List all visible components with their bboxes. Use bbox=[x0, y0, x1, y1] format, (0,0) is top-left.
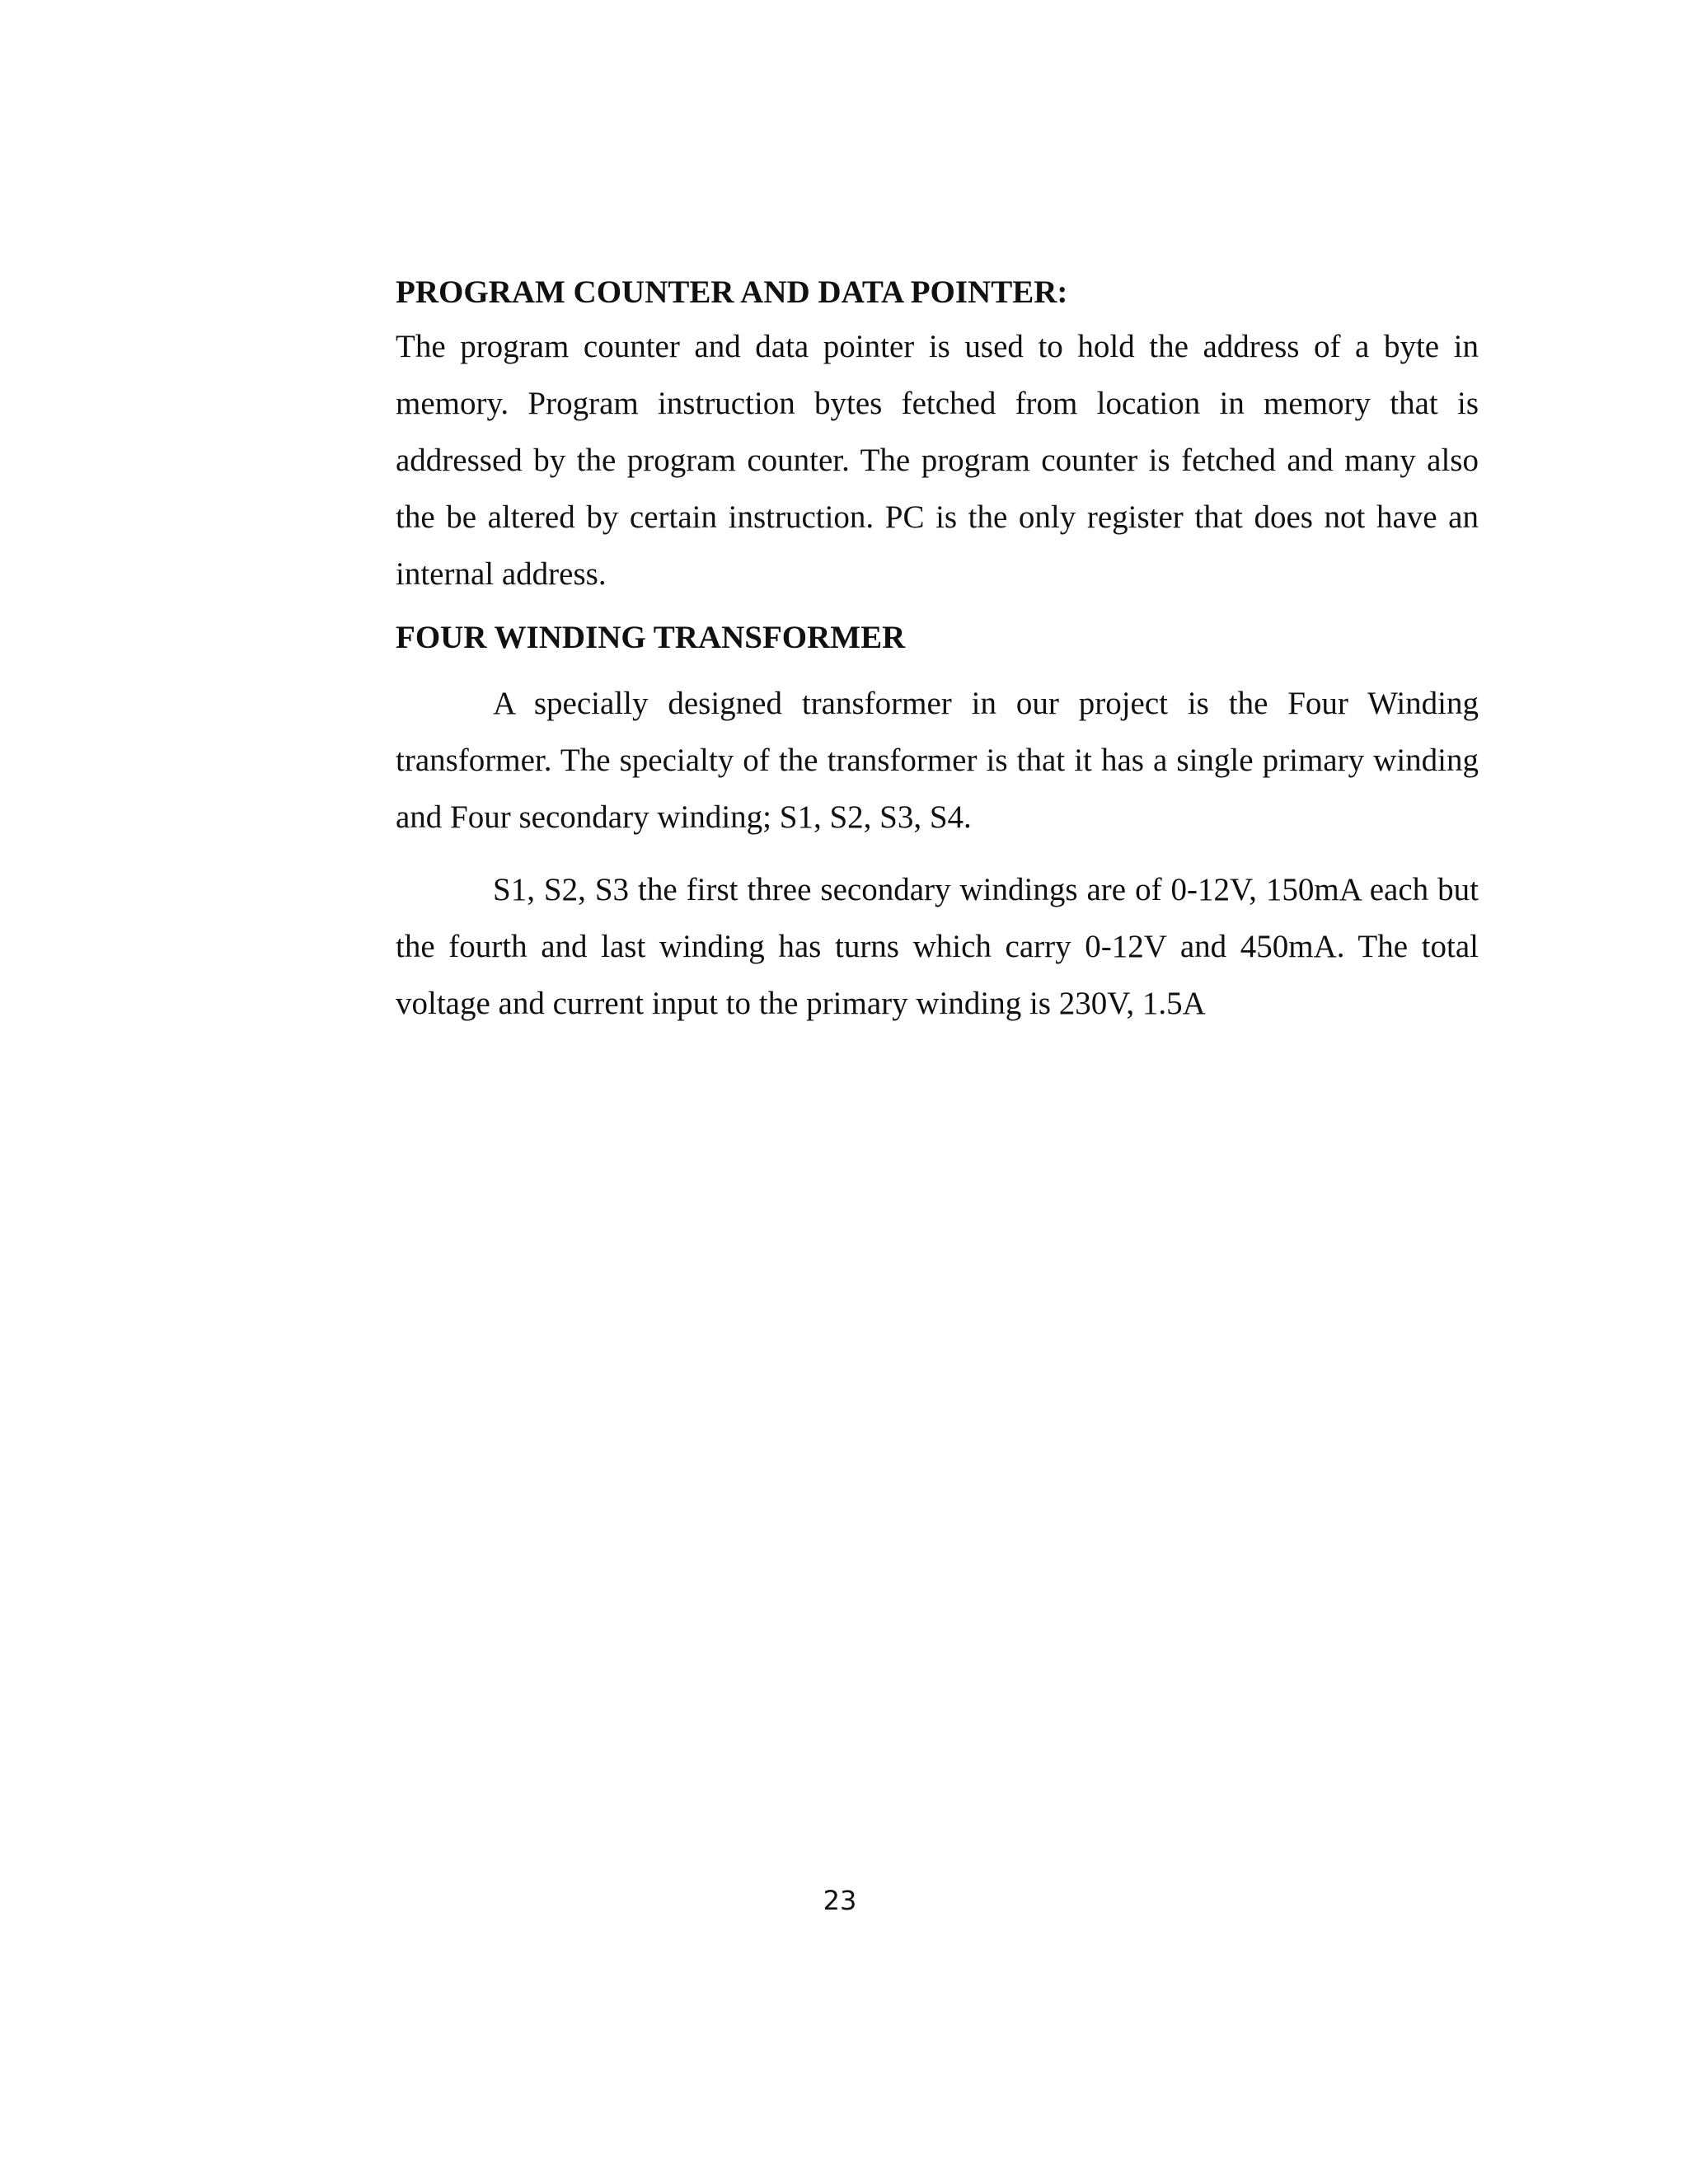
paragraph-transformer-intro: A specially designed transformer in our project is the Four Winding transformer. The specialty of the transformer is that it has a single primary winding and Four secondary winding; S1, S2, S3, S4. bbox=[396, 686, 1479, 835]
paragraph-transformer-ratings: S1, S2, S3 the first three secondary windings are of 0-12V, 150mA each but the fourth and last winding has turns which carry 0-12V and 450mA. The total voltage and current input to the primary winding is 230V, 1.5A bbox=[396, 872, 1479, 1021]
paragraph-program-counter: The program counter and data pointer is used to hold the address of a byte in memory. Program instruction bytes fetched from location in memory that is addressed by the program counter. The program counter is fetched and many also the be altered by certain instruction. PC is the only register that does not have an internal address. bbox=[396, 329, 1479, 592]
section-heading-program-counter: PROGRAM COUNTER AND DATA POINTER: bbox=[396, 274, 1068, 310]
section-heading-four-winding-transformer: FOUR WINDING TRANSFORMER bbox=[396, 620, 906, 655]
page-number: 23 bbox=[823, 1885, 857, 1916]
page-content bbox=[396, 272, 1479, 1032]
